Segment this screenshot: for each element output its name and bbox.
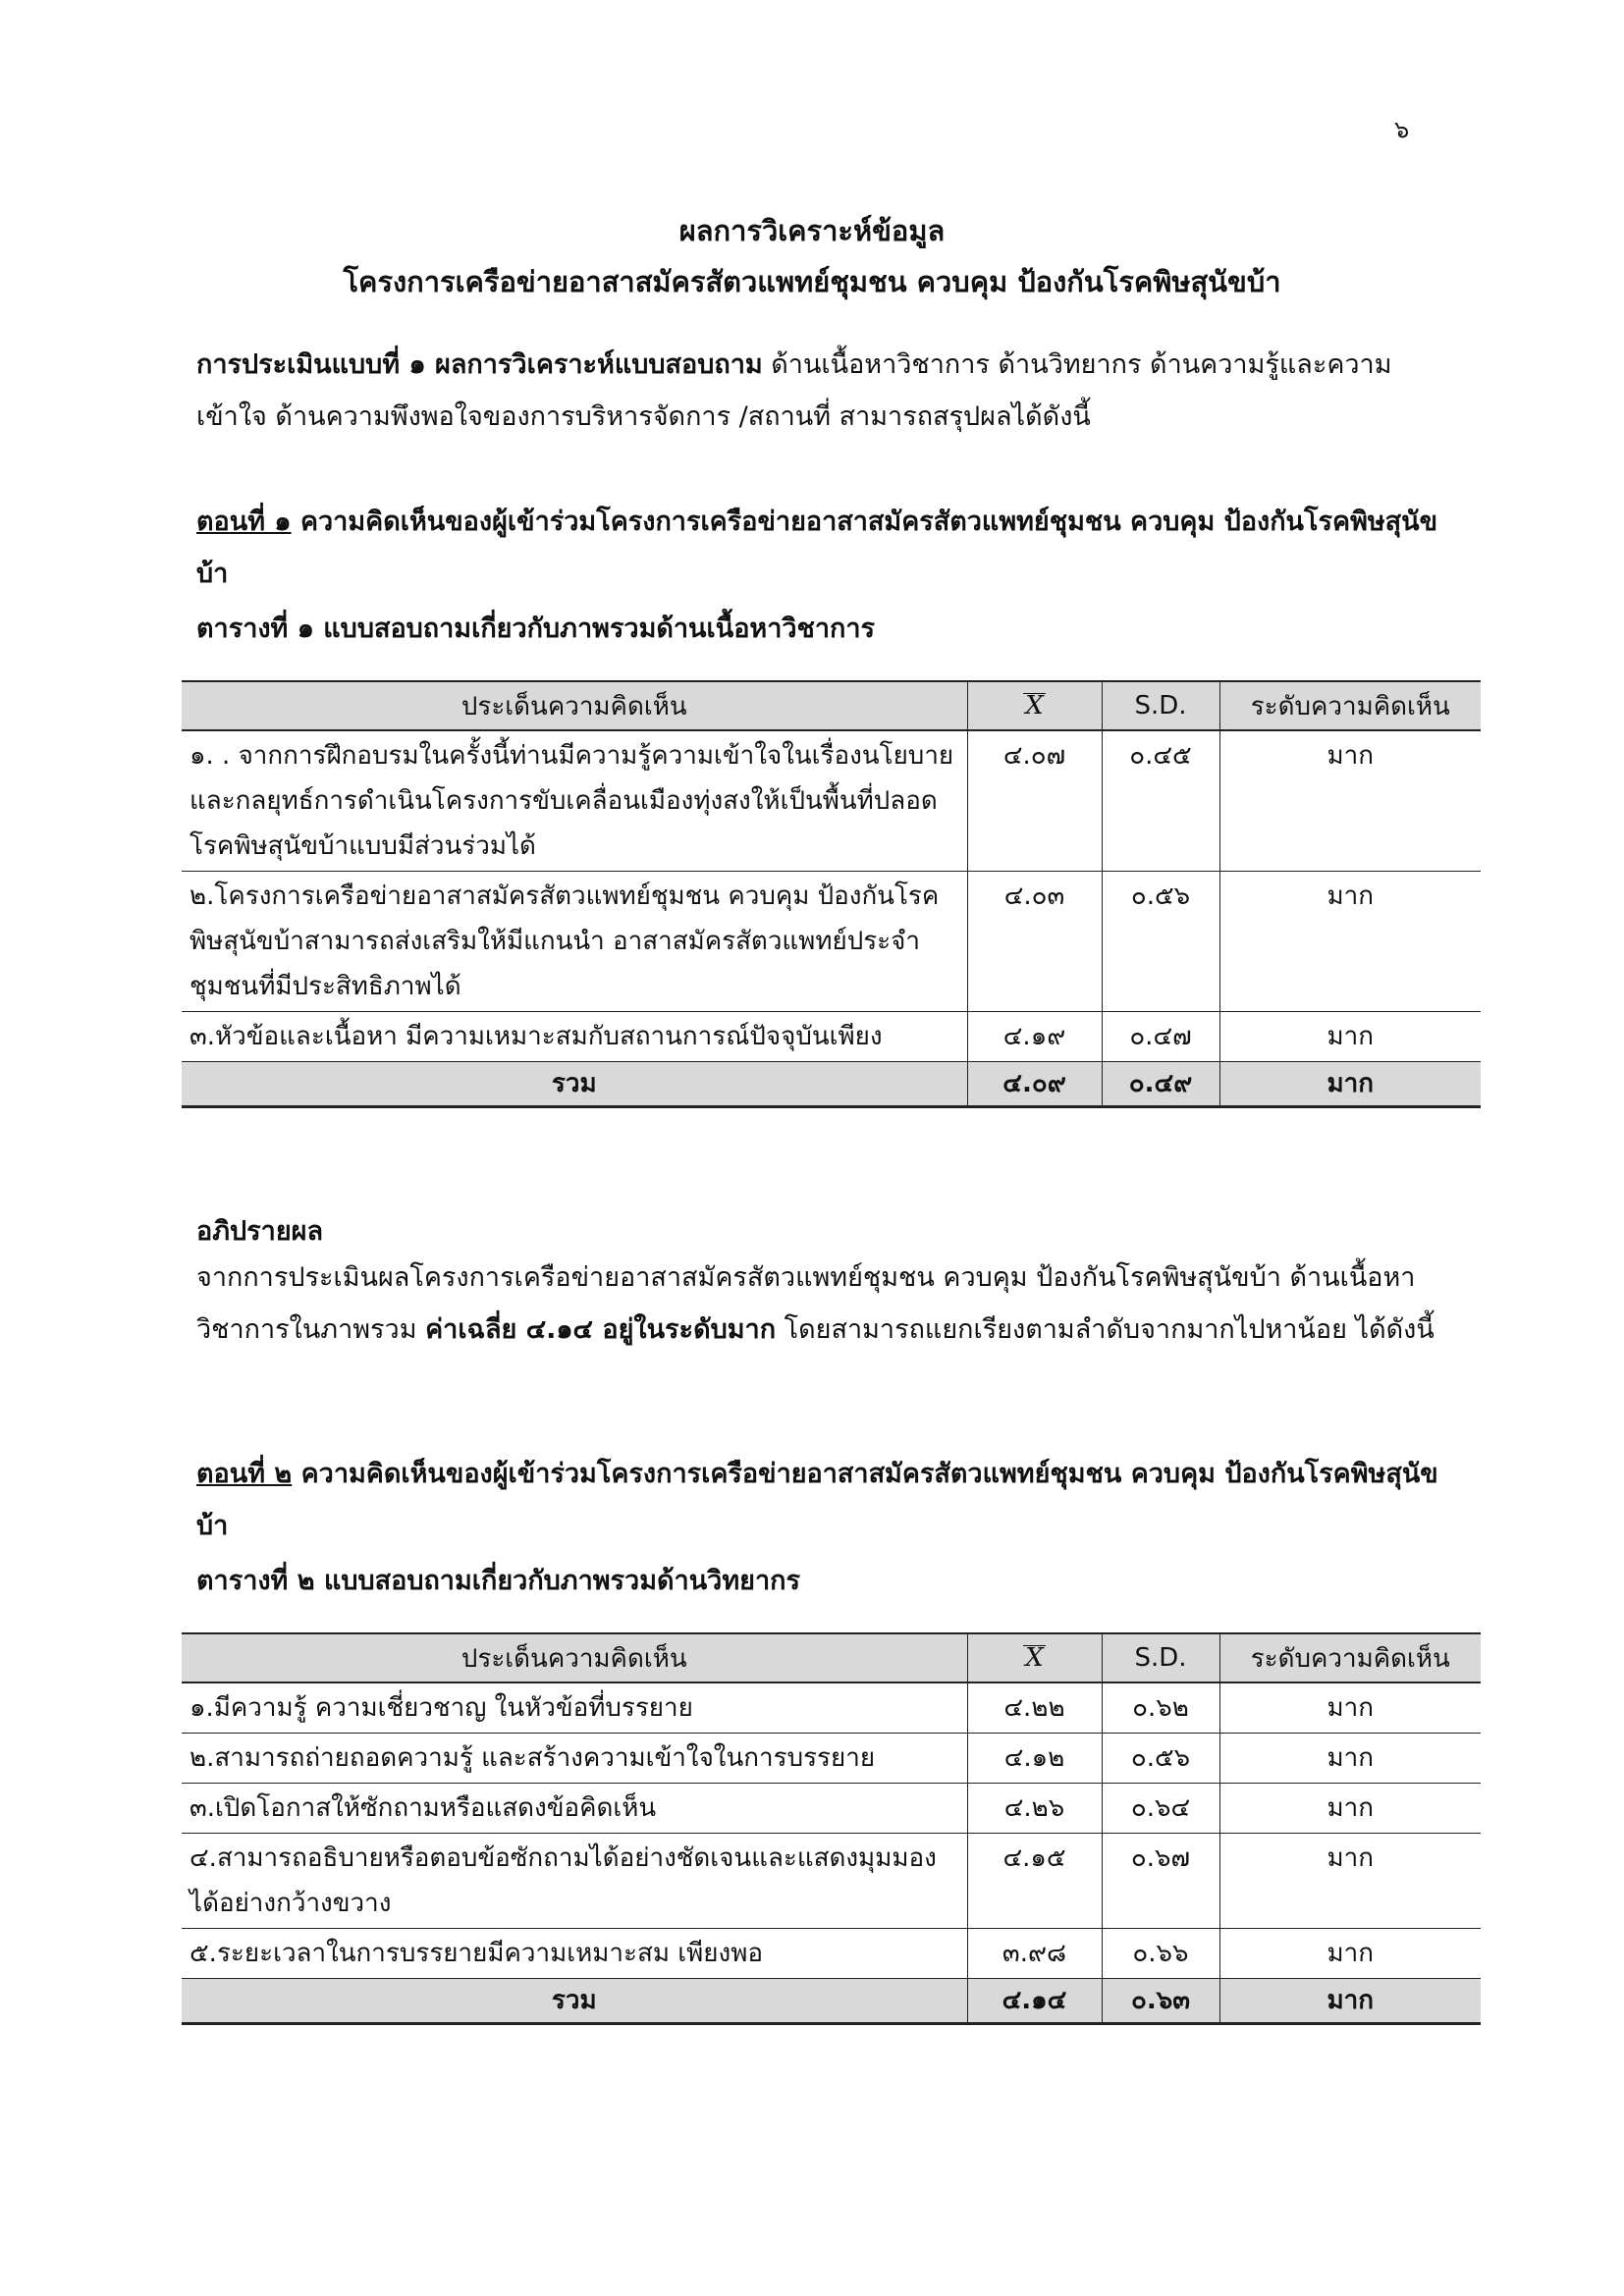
total-row — [182, 1062, 1481, 1107]
total-mean: ๔.๐๙ — [967, 1062, 1102, 1107]
table-row — [182, 730, 1481, 872]
row-topic: ๒.สามารถถ่ายถอดความรู้ และสร้างความเข้าใจในการบรรยาย — [182, 1734, 967, 1784]
header-mean: X — [967, 681, 1102, 730]
total-mean: ๔.๑๔ — [967, 1979, 1102, 2024]
row-topic: ๕.ระยะเวลาในการบรรยายมีความเหมาะสม เพียงพอ — [182, 1929, 967, 1979]
table1-caption: ตารางที่ ๑ แบบสอบถามเกี่ยวกับภาพรวมด้านเนื้อหาวิชาการ — [196, 614, 876, 644]
row-level: มาก — [1219, 1012, 1481, 1062]
row-level: มาก — [1219, 1682, 1481, 1734]
total-level: มาก — [1219, 1979, 1481, 2024]
header-mean: X — [967, 1633, 1102, 1682]
table-row — [182, 1929, 1481, 1979]
page-number: ๖ — [1394, 116, 1410, 143]
row-mean: ๓.๙๘ — [967, 1929, 1102, 1979]
part2-label: ตอนที่ ๒ — [196, 1459, 293, 1489]
total-level: มาก — [1219, 1062, 1481, 1107]
document-title: ผลการวิเคราะห์ข้อมูล — [678, 214, 946, 247]
row-level: มาก — [1219, 872, 1481, 1012]
table-row — [182, 1682, 1481, 1734]
intro-text: ด้านเนื้อหาวิชาการ ด้านวิทยากร ด้านความรู้และความเข้าใจ ด้านความพึงพอใจของการบริหารจัดการ /สถานที่ สามารถสรุปผลได้ดังนี้ — [196, 349, 1392, 432]
table2-caption: ตารางที่ ๒ แบบสอบถามเกี่ยวกับภาพรวมด้านวิทยากร — [196, 1566, 800, 1596]
row-topic: ๓.เปิดโอกาสให้ซักถามหรือแสดงข้อคิดเห็น — [182, 1784, 967, 1834]
row-sd: ๐.๖๖ — [1102, 1929, 1219, 1979]
row-level: มาก — [1219, 1784, 1481, 1834]
table-row — [182, 1834, 1481, 1929]
discussion-heading: อภิปรายผล — [196, 1216, 324, 1247]
part1-heading — [196, 496, 1443, 600]
row-level: มาก — [1219, 730, 1481, 872]
row-mean: ๔.๐๓ — [967, 872, 1102, 1012]
row-mean: ๔.๑๕ — [967, 1834, 1102, 1929]
table-row — [182, 1734, 1481, 1784]
project-title: โครงการเครือข่ายอาสาสมัครสัตวแพทย์ชุมชน ควบคุม ป้องกันโรคพิษสุนัขบ้า — [343, 265, 1281, 298]
row-sd: ๐.๕๖ — [1102, 1734, 1219, 1784]
header-level: ระดับความคิดเห็น — [1219, 681, 1481, 730]
row-sd: ๐.๖๔ — [1102, 1784, 1219, 1834]
table1 — [182, 680, 1481, 1108]
part2-text: ความคิดเห็นของผู้เข้าร่วมโครงการเครือข่ายอาสาสมัครสัตวแพทย์ชุมชน ควบคุม ป้องกันโรคพิษสุนัขบ้า — [196, 1459, 1438, 1541]
row-topic: ๑. . จากการฝึกอบรมในครั้งนี้ท่านมีความรู้ความเข้าใจในเรื่องนโยบายและกลยุทธ์การดำเนินโครงการขับเคลื่อนเมืองทุ่งสงให้เป็นพื้นที่ปลอดโรคพิษสุนัขบ้าแบบมีส่วนร่วมได้ — [182, 730, 967, 872]
row-sd: ๐.๕๖ — [1102, 872, 1219, 1012]
row-sd: ๐.๔๕ — [1102, 730, 1219, 872]
row-level: มาก — [1219, 1734, 1481, 1784]
row-mean: ๔.๑๒ — [967, 1734, 1102, 1784]
discussion-text-bold: ค่าเฉลี่ย ๔.๑๔ อยู่ในระดับมาก — [425, 1314, 777, 1345]
discussion-paragraph — [196, 1252, 1443, 1356]
table-header-row — [182, 681, 1481, 730]
header-topic: ประเด็นความคิดเห็น — [182, 1633, 967, 1682]
row-topic: ๒.โครงการเครือข่ายอาสาสมัครสัตวแพทย์ชุมชน ควบคุม ป้องกันโรคพิษสุนัขบ้าสามารถส่งเสริมให้มีแกนนำ อาสาสมัครสัตวแพทย์ประจำชุมชนที่มีประสิทธิภาพได้ — [182, 872, 967, 1012]
intro-lead: การประเมินแบบที่ ๑ ผลการวิเคราะห์แบบสอบถาม — [196, 349, 763, 380]
total-row — [182, 1979, 1481, 2024]
total-label: รวม — [182, 1062, 967, 1107]
header-topic: ประเด็นความคิดเห็น — [182, 681, 967, 730]
row-sd: ๐.๖๒ — [1102, 1682, 1219, 1734]
discussion-text-a: จากการประเมินผลโครงการเครือข่ายอาสาสมัครสัตวแพทย์ชุมชน ควบคุม ป้องกันโรคพิษสุนัขบ้า ด้านเนื้อหาวิชาการในภาพรวม — [196, 1262, 1416, 1345]
discussion-text-b: โดยสามารถแยกเรียงตามลำดับจากมากไปหาน้อย ได้ดังนี้ — [776, 1314, 1435, 1345]
table-header-row — [182, 1633, 1481, 1682]
total-sd: ๐.๖๓ — [1102, 1979, 1219, 2024]
row-topic: ๑.มีความรู้ ความเชี่ยวชาญ ในหัวข้อที่บรรยาย — [182, 1682, 967, 1734]
table-row — [182, 872, 1481, 1012]
header-sd: S.D. — [1102, 681, 1219, 730]
table2 — [182, 1632, 1481, 2025]
part2-heading — [196, 1448, 1443, 1552]
part1-text: ความคิดเห็นของผู้เข้าร่วมโครงการเครือข่ายอาสาสมัครสัตวแพทย์ชุมชน ควบคุม ป้องกันโรคพิษสุนัขบ้า — [196, 507, 1438, 589]
row-mean: ๔.๒๒ — [967, 1682, 1102, 1734]
total-label: รวม — [182, 1979, 967, 2024]
header-sd: S.D. — [1102, 1633, 1219, 1682]
row-level: มาก — [1219, 1834, 1481, 1929]
intro-paragraph — [196, 339, 1443, 443]
table-row — [182, 1012, 1481, 1062]
header-level: ระดับความคิดเห็น — [1219, 1633, 1481, 1682]
table-row — [182, 1784, 1481, 1834]
row-mean: ๔.๑๙ — [967, 1012, 1102, 1062]
row-sd: ๐.๖๗ — [1102, 1834, 1219, 1929]
row-topic: ๔.สามารถอธิบายหรือตอบข้อซักถามได้อย่างชัดเจนและแสดงมุมมองได้อย่างกว้างขวาง — [182, 1834, 967, 1929]
row-topic: ๓.หัวข้อและเนื้อหา มีความเหมาะสมกับสถานการณ์ปัจจุบันเพียง — [182, 1012, 967, 1062]
row-mean: ๔.๐๗ — [967, 730, 1102, 872]
part1-label: ตอนที่ ๑ — [196, 507, 292, 537]
row-level: มาก — [1219, 1929, 1481, 1979]
row-mean: ๔.๒๖ — [967, 1784, 1102, 1834]
total-sd: ๐.๔๙ — [1102, 1062, 1219, 1107]
row-sd: ๐.๔๗ — [1102, 1012, 1219, 1062]
